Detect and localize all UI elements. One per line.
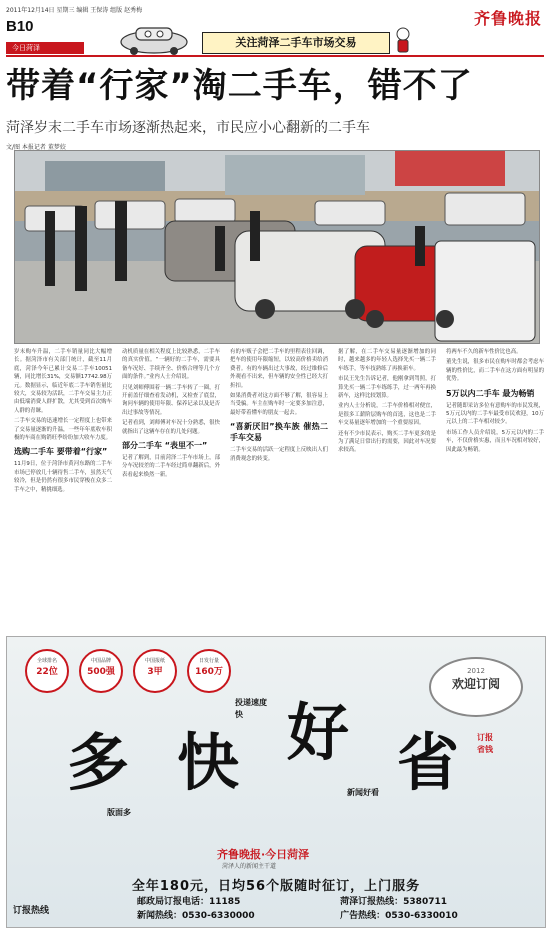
mascot-icon — [392, 26, 414, 54]
paragraph: 市民王先生告诉记者，他刚拿到驾照，打算先买一辆二手车练练手，过一两年再换新车，这样比较划算。 — [338, 376, 436, 400]
phone-number: 11185 — [209, 897, 241, 907]
subheading: 选购二手车 要带着“行家” — [14, 447, 108, 457]
stamp-year: 2012 — [467, 667, 485, 675]
phone-number: 0530-6330010 — [385, 911, 458, 921]
car-market-photo — [14, 150, 540, 344]
article-column — [446, 348, 544, 616]
ad-char-good: 好 — [287, 696, 350, 769]
badge-value: 3甲 — [147, 667, 163, 677]
section-code: B10 — [6, 18, 34, 35]
paragraph: 将两车不久的新车性价比也高。 — [446, 349, 522, 355]
badge-label: 全球排名 — [36, 658, 57, 664]
article-body — [14, 348, 544, 618]
ad-label-save: 订报省钱 — [477, 733, 493, 754]
header-rule — [6, 55, 544, 57]
price-line: 全年180元，日均56个版随时征订，上门服务 — [131, 879, 421, 894]
paragraph: 还有不少市民表示，购买二手车更多的是为了满足日常出行的需要，因此对车况要求较高。 — [338, 430, 436, 454]
paragraph: 据了解，在二手车交易量逐渐增加的同时，越来越多的年轻人选择先买一辆二手车练手，等车技熟练了再换新车。 — [338, 349, 436, 372]
phone-number: 0530-6330000 — [182, 911, 255, 921]
badge-value: 22位 — [36, 667, 58, 677]
article-column — [122, 348, 220, 616]
badge-label: 中国品牌 — [90, 658, 111, 664]
ad-char-save: 省 — [397, 726, 460, 799]
subheading: 5万以内二手车 最为畅销 — [446, 388, 535, 398]
cartoon-car-icon — [118, 22, 190, 56]
badge-value: 500强 — [87, 667, 115, 677]
subscribe-stamp — [429, 657, 523, 717]
section-tag: 今日菏泽 — [6, 42, 84, 54]
date-line: 2011年12月14日 星期三 编辑 王保涛 组版 赵秀梅 — [6, 7, 143, 14]
ranking-badge — [133, 649, 177, 693]
phone-label: 菏泽订报热线： — [340, 897, 404, 907]
paragraph: 岁末购车升温，二手车销量同比大幅增长。据菏泽市有关部门统计，截至11月底，菏泽今年已累计交易二手车10051辆，同比增长31%，交易额17742.98万元。数据显示，临近年底二手车销售量比较大，交易较为活跃，二手车交易主力正由低端消费人群扩散，尤其受到首次购车人群的青睐。 — [14, 349, 112, 414]
phone-label: 新闻热线： — [137, 911, 183, 921]
phone-entry — [340, 895, 447, 909]
subheading: 部分二手车 “表里不一” — [122, 441, 208, 451]
paragraph: 记者随即采访多位有意购车的市民发现，5万元以内的二手车最受市民欢迎，10万元以上的二手车相对较少。 — [446, 402, 544, 426]
paragraph: 市场工作人员介绍说，5万元以内的二手车，不仅价格实惠，而且车况相对较好，因此最为畅销。 — [446, 429, 544, 453]
paragraph: 11月9日，位于菏泽市黄河东路的二手车市场已停放几十辆待售二手车，虽然天气较冷，但是仍然有很多市民穿梭在众多二手车之中，精挑细选。 — [14, 461, 112, 493]
article-column — [338, 348, 436, 616]
ad-char-fast: 快 — [177, 726, 240, 799]
article-column — [230, 348, 328, 616]
paragraph: 二手车交易的迅速增长一定程度上也带来了交易量逐渐的升温，一些年年底收车积极的车商在购销旺季纷纷加大收车力度。 — [14, 418, 112, 442]
phone-entry — [340, 909, 458, 923]
ad-footer-logo: 齐鲁晚报·今日菏泽 — [217, 848, 310, 861]
phone-number: 5380711 — [403, 897, 447, 907]
ad-footer-slogan: 菏泽人的新闻主干道 — [222, 863, 277, 870]
badge-value: 160万 — [195, 667, 223, 677]
ranking-badge — [79, 649, 123, 693]
phone-entry — [137, 909, 337, 923]
topic-banner: 关注菏泽二手车市场交易 — [202, 32, 390, 54]
paragraph: 只见刘师傅围着一辆二手车转了一圈，打开前盖仔细查看发动机，又检查了底盘，询问车辆的使用年限、保养记录以及是否出过事故等情况。 — [122, 384, 220, 416]
phone-label: 邮政局订报电话： — [137, 897, 210, 907]
ad-label-delivery: 投递速度快 — [235, 698, 267, 719]
paragraph: 如果消费者对这方面不够了解，很容易上当受骗。车主在购车时一定要多加注意，最好带着懂车的朋友一起去。 — [230, 393, 328, 416]
stamp-text: 欢迎订阅 — [451, 677, 500, 691]
ranking-badge — [25, 649, 69, 693]
article-subhead: 菏泽岁末二手车市场逐渐热起来，市民应小心翻新的二手车 — [6, 120, 370, 136]
ad-label-news: 新闻好看 — [347, 788, 379, 797]
phone-entry — [137, 895, 337, 909]
paper-logo: 齐鲁晚报 — [473, 9, 542, 28]
paragraph: 董先生说，很多市民在购车时都会考虑车辆的性价比，而二手车在这方面有明显的优势。 — [446, 359, 544, 383]
phone-label: 广告热线： — [340, 911, 386, 921]
subscription-ad — [6, 636, 546, 928]
badge-label: 日发行量 — [198, 658, 219, 664]
article-byline: 文/图 本报记者 董梦姣 — [6, 144, 66, 151]
paragraph: 记者看到，刘师傅对车况十分熟悉，很快就指出了这辆车存在的几处问题。 — [122, 420, 220, 435]
phone-list — [137, 895, 458, 923]
subheading: “喜新厌旧”换车族 催热二手车交易 — [230, 422, 328, 443]
paragraph: 动机质量在相关程度上比较熟悉，二手车的真实价值。“一辆好的二手车，需要具备车况好、手续齐全、价格合理等几个方面的条件。”业内人士介绍说。 — [122, 349, 220, 381]
article-column — [14, 348, 112, 616]
paragraph: 二手车交易的活跃一定程度上反映出人们消费观念的转变。 — [230, 447, 328, 462]
ad-label-pages: 版面多 — [107, 808, 131, 817]
paragraph: 业内人士分析说，二手车价格相对便宜，是很多工薪阶层购车的首选，这也是二手车交易量逐年增加的一个重要原因。 — [338, 403, 436, 427]
ad-char-more: 多 — [67, 726, 130, 799]
badge-label: 中国报纸 — [144, 658, 165, 664]
article-headline: 带着“行家”淘二手车，错不了 — [6, 66, 473, 106]
ranking-badge — [187, 649, 231, 693]
paragraph: 有的车贩子会把二手车的里程表往回调，把车的使用年限缩短，以较高价格卖给消费者。有的车辆出过大事故，经过维修后外观看不出来，但车辆的安全性已经大打折扣。 — [230, 349, 328, 389]
phone-section-label: 订报热线 — [13, 906, 50, 916]
paragraph: 记者了解到，目前菏泽二手车市场上，部分车况较差的二手车经过简单翻新后，外表看起来焕然一新。 — [122, 455, 220, 478]
